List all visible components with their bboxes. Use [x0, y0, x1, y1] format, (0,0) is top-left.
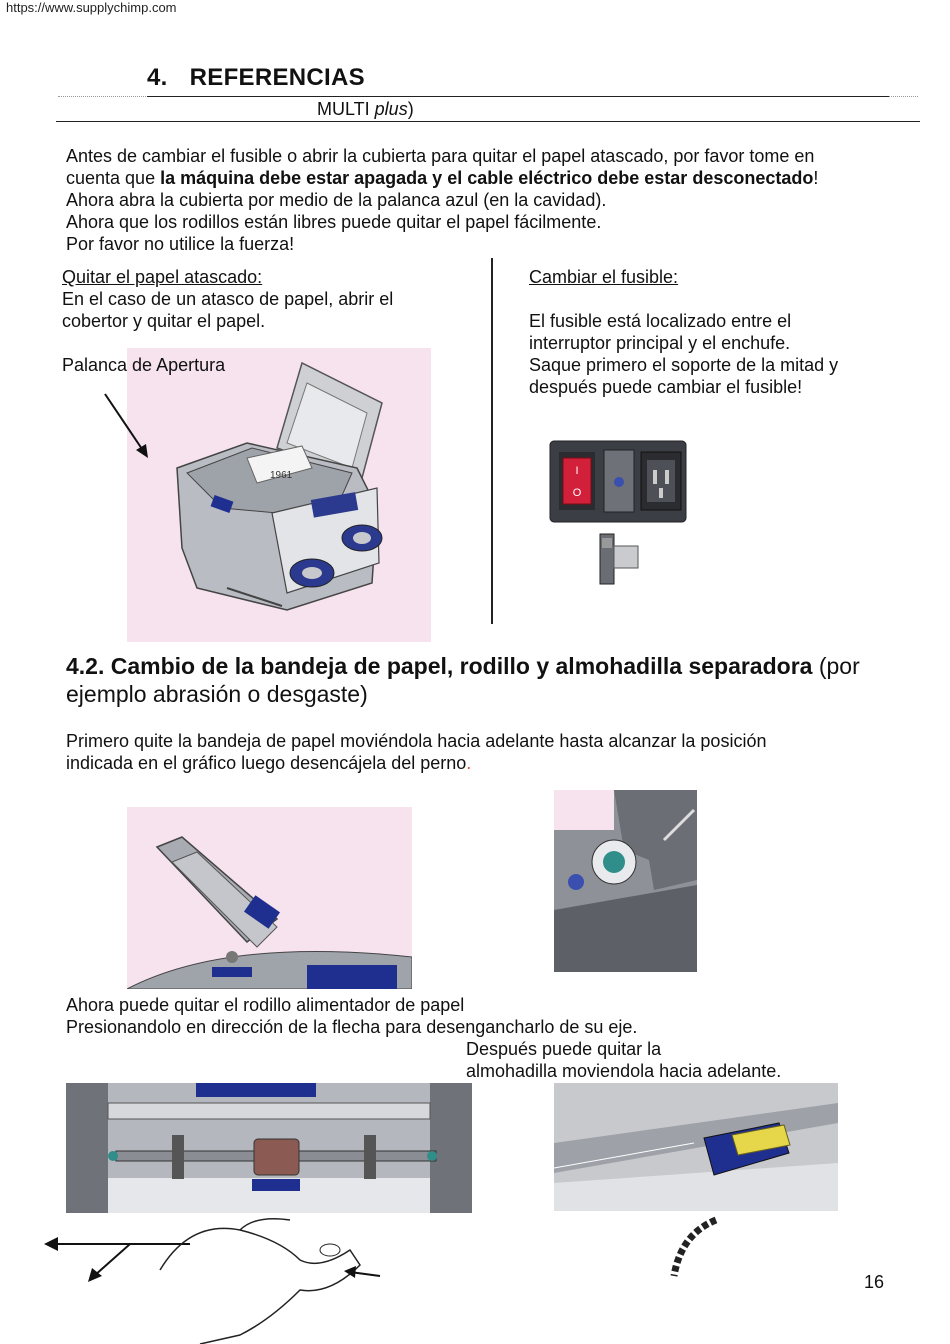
tray-pin-closeup — [554, 790, 697, 972]
tray-removal-image — [127, 807, 412, 989]
section-heading — [147, 64, 365, 92]
subheader-rule — [56, 121, 920, 122]
heading-rule — [147, 96, 889, 97]
warning-text: la máquina debe estar apagada y el cable eléctrico debe estar desconectado — [160, 168, 814, 188]
paper-jam-heading: Quitar el papel atascado: — [62, 267, 263, 287]
section-title: REFERENCIAS — [189, 64, 365, 91]
pad-curve-illustration — [656, 1214, 736, 1284]
switch-on-label: I — [575, 465, 579, 477]
source-url[interactable]: https://www.supplychimp.com — [6, 0, 177, 15]
section-number: 4. — [147, 64, 168, 91]
machine-open-image — [127, 348, 431, 642]
section-4-2-heading: 4.2. Cambio de la bandeja de papel, rodillo y almohadilla separadora (por ejemplo abrasión o desgaste) — [66, 653, 860, 707]
paper-jam-section: Quitar el papel atascado: En el caso de un atasco de papel, abrir el cobertor y quitar el papel. — [62, 266, 482, 332]
fuse-holder-image — [596, 532, 642, 587]
fuse-module-image — [549, 440, 687, 523]
tray-paragraph: Primero quite la bandeja de papel moviéndola hacia adelante hasta alcanzar la posición indicada en el gráfico luego desencájela del perno. — [66, 731, 767, 773]
column-divider — [491, 258, 493, 624]
machine-label: 1961 — [270, 470, 293, 481]
switch-off-label: O — [572, 487, 582, 499]
page-number: 16 — [864, 1272, 885, 1292]
fuse-section: Cambiar el fusible: El fusible está localizado entre el interruptor principal y el enchufe. Saque primero el soporte de la mitad y después puede cambiar el fusible! — [529, 266, 909, 398]
finger-press-illustration — [40, 1210, 400, 1344]
lever-arrow-icon — [100, 390, 160, 466]
roller-paragraph: Ahora puede quitar el rodillo alimentador de papel Presionandolo en dirección de la flecha para desengancharlo de su eje. — [66, 995, 638, 1037]
fuse-heading: Cambiar el fusible: — [529, 267, 679, 287]
lever-label: Palanca de Apertura — [62, 355, 226, 375]
separator-pad-image — [554, 1083, 838, 1211]
subheader: MULTI plus) — [317, 99, 414, 119]
intro-paragraph: Antes de cambiar el fusible o abrir la cubierta para quitar el papel atascado, por favor tome en cuenta que la máquina debe estar apagada y el cable eléctrico debe estar desconectado! Ahora abra la cubierta por medio de la palanca azul (en la cavidad). Ahora que los rodillos están libres puede quitar el papel fácilmente. Por favor no utilice la fuerza! — [66, 146, 819, 254]
pad-paragraph: Después puede quitar la almohadilla moviendola hacia adelante. — [466, 1039, 782, 1081]
roller-image — [66, 1083, 472, 1213]
